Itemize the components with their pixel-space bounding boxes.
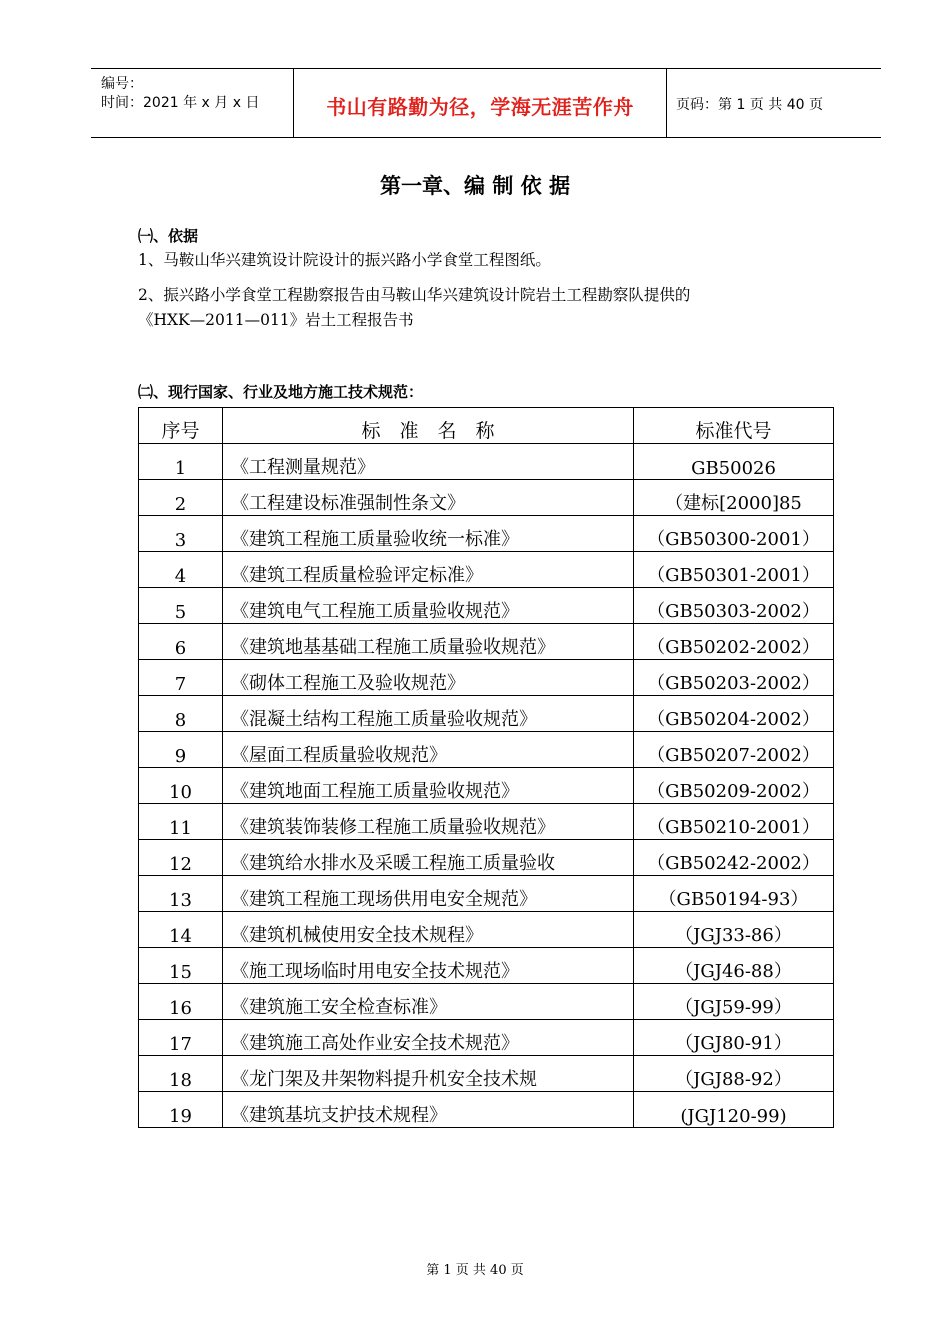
standard-code-cell: （JGJ88-92）: [634, 1056, 834, 1092]
column-header-code: 标准代号: [634, 408, 834, 444]
standard-code-cell: （JGJ59-99）: [634, 984, 834, 1020]
table-header-row: [139, 408, 834, 444]
row-number-cell: 19: [139, 1092, 223, 1128]
standard-name-cell: 《建筑电气工程施工质量验收规范》: [223, 588, 634, 624]
standard-name-cell: 《建筑工程质量检验评定标准》: [223, 552, 634, 588]
table-row: [139, 732, 834, 768]
table-row: [139, 696, 834, 732]
standard-name-cell: 《混凝土结构工程施工质量验收规范》: [223, 696, 634, 732]
standard-name-cell: 《建筑装饰装修工程施工质量验收规范》: [223, 804, 634, 840]
standard-code-cell: （GB50194-93）: [634, 876, 834, 912]
standard-code-cell: （GB50209-2002）: [634, 768, 834, 804]
table-row: [139, 552, 834, 588]
standard-code-cell: GB50026: [634, 444, 834, 480]
standard-name-cell: 《建筑地面工程施工质量验收规范》: [223, 768, 634, 804]
section-heading-basis: ㈠、依据: [138, 227, 199, 245]
header-page-info: 页码：第 1 页 共 40 页: [676, 97, 823, 113]
standard-name-cell: 《建筑施工高处作业安全技术规范》: [223, 1020, 634, 1056]
header-motto-cell: [293, 69, 667, 137]
row-number-cell: 17: [139, 1020, 223, 1056]
basis-item-1: 1、马鞍山华兴建筑设计院设计的振兴路小学食堂工程图纸。: [138, 251, 551, 269]
standard-code-cell: （GB50202-2002）: [634, 624, 834, 660]
standard-name-cell: 《屋面工程质量验收规范》: [223, 732, 634, 768]
table-row: [139, 660, 834, 696]
standard-name-cell: 《工程建设标准强制性条文》: [223, 480, 634, 516]
row-number-cell: 7: [139, 660, 223, 696]
table-row: [139, 1020, 834, 1056]
table-row: [139, 984, 834, 1020]
table-row: [139, 1092, 834, 1128]
row-number-cell: 3: [139, 516, 223, 552]
document-time-label: 时间：2021 年 x 月 x 日: [101, 95, 260, 111]
standard-code-cell: （JGJ33-86）: [634, 912, 834, 948]
table-row: [139, 1056, 834, 1092]
row-number-cell: 2: [139, 480, 223, 516]
standards-table: [138, 407, 834, 1128]
column-header-number: 序号: [139, 408, 223, 444]
standard-code-cell: （GB50303-2002）: [634, 588, 834, 624]
table-row: [139, 624, 834, 660]
standard-code-cell: （JGJ46-88）: [634, 948, 834, 984]
column-header-name: 标 准 名 称: [223, 408, 634, 444]
table-row: [139, 588, 834, 624]
page-footer: 第 1 页 共 40 页: [426, 1263, 524, 1278]
standard-name-cell: 《建筑机械使用安全技术规程》: [223, 912, 634, 948]
table-row: [139, 480, 834, 516]
basis-item-2-line-2: 《HXK—2011—011》岩土工程报告书: [138, 311, 414, 329]
standard-name-cell: 《建筑地基基础工程施工质量验收规范》: [223, 624, 634, 660]
table-row: [139, 804, 834, 840]
standard-code-cell: （GB50300-2001）: [634, 516, 834, 552]
standard-name-cell: 《龙门架及井架物料提升机安全技术规: [223, 1056, 634, 1092]
section-heading-standards: ㈡、现行国家、行业及地方施工技术规范：: [138, 383, 424, 401]
standard-code-cell: （建标[2000]85: [634, 480, 834, 516]
row-number-cell: 5: [139, 588, 223, 624]
row-number-cell: 4: [139, 552, 223, 588]
table-row: [139, 768, 834, 804]
row-number-cell: 8: [139, 696, 223, 732]
standard-name-cell: 《建筑工程施工现场供用电安全规范》: [223, 876, 634, 912]
standard-code-cell: （GB50210-2001）: [634, 804, 834, 840]
table-row: [139, 516, 834, 552]
header-meta-cell: [91, 69, 293, 137]
standard-name-cell: 《施工现场临时用电安全技术规范》: [223, 948, 634, 984]
row-number-cell: 10: [139, 768, 223, 804]
row-number-cell: 11: [139, 804, 223, 840]
row-number-cell: 16: [139, 984, 223, 1020]
standard-name-cell: 《工程测量规范》: [223, 444, 634, 480]
table-row: [139, 840, 834, 876]
header-page-cell: [666, 69, 881, 137]
row-number-cell: 18: [139, 1056, 223, 1092]
row-number-cell: 9: [139, 732, 223, 768]
standard-name-cell: 《建筑基坑支护技术规程》: [223, 1092, 634, 1128]
standards-table-body: [139, 444, 834, 1128]
table-row: [139, 948, 834, 984]
page-header: [91, 68, 881, 138]
chapter-title: 第一章、编 制 依 据: [380, 174, 570, 198]
table-row: [139, 444, 834, 480]
standard-code-cell: （GB50301-2001）: [634, 552, 834, 588]
row-number-cell: 14: [139, 912, 223, 948]
standard-name-cell: 《建筑给水排水及采暖工程施工质量验收: [223, 840, 634, 876]
row-number-cell: 12: [139, 840, 223, 876]
standard-code-cell: (JGJ120-99): [634, 1092, 834, 1128]
row-number-cell: 13: [139, 876, 223, 912]
standard-name-cell: 《建筑施工安全检查标准》: [223, 984, 634, 1020]
row-number-cell: 15: [139, 948, 223, 984]
standard-code-cell: （GB50204-2002）: [634, 696, 834, 732]
row-number-cell: 1: [139, 444, 223, 480]
basis-item-2-line-1: 2、振兴路小学食堂工程勘察报告由马鞍山华兴建筑设计院岩土工程勘察队提供的: [138, 286, 691, 304]
standard-code-cell: （JGJ80-91）: [634, 1020, 834, 1056]
row-number-cell: 6: [139, 624, 223, 660]
standard-name-cell: 《砌体工程施工及验收规范》: [223, 660, 634, 696]
table-row: [139, 876, 834, 912]
standard-name-cell: 《建筑工程施工质量验收统一标准》: [223, 516, 634, 552]
standard-code-cell: （GB50203-2002）: [634, 660, 834, 696]
standard-code-cell: （GB50207-2002）: [634, 732, 834, 768]
document-number-label: 编号：: [101, 76, 143, 92]
standard-code-cell: （GB50242-2002）: [634, 840, 834, 876]
header-motto: 书山有路勤为径，学海无涯苦作舟: [326, 95, 634, 119]
table-row: [139, 912, 834, 948]
